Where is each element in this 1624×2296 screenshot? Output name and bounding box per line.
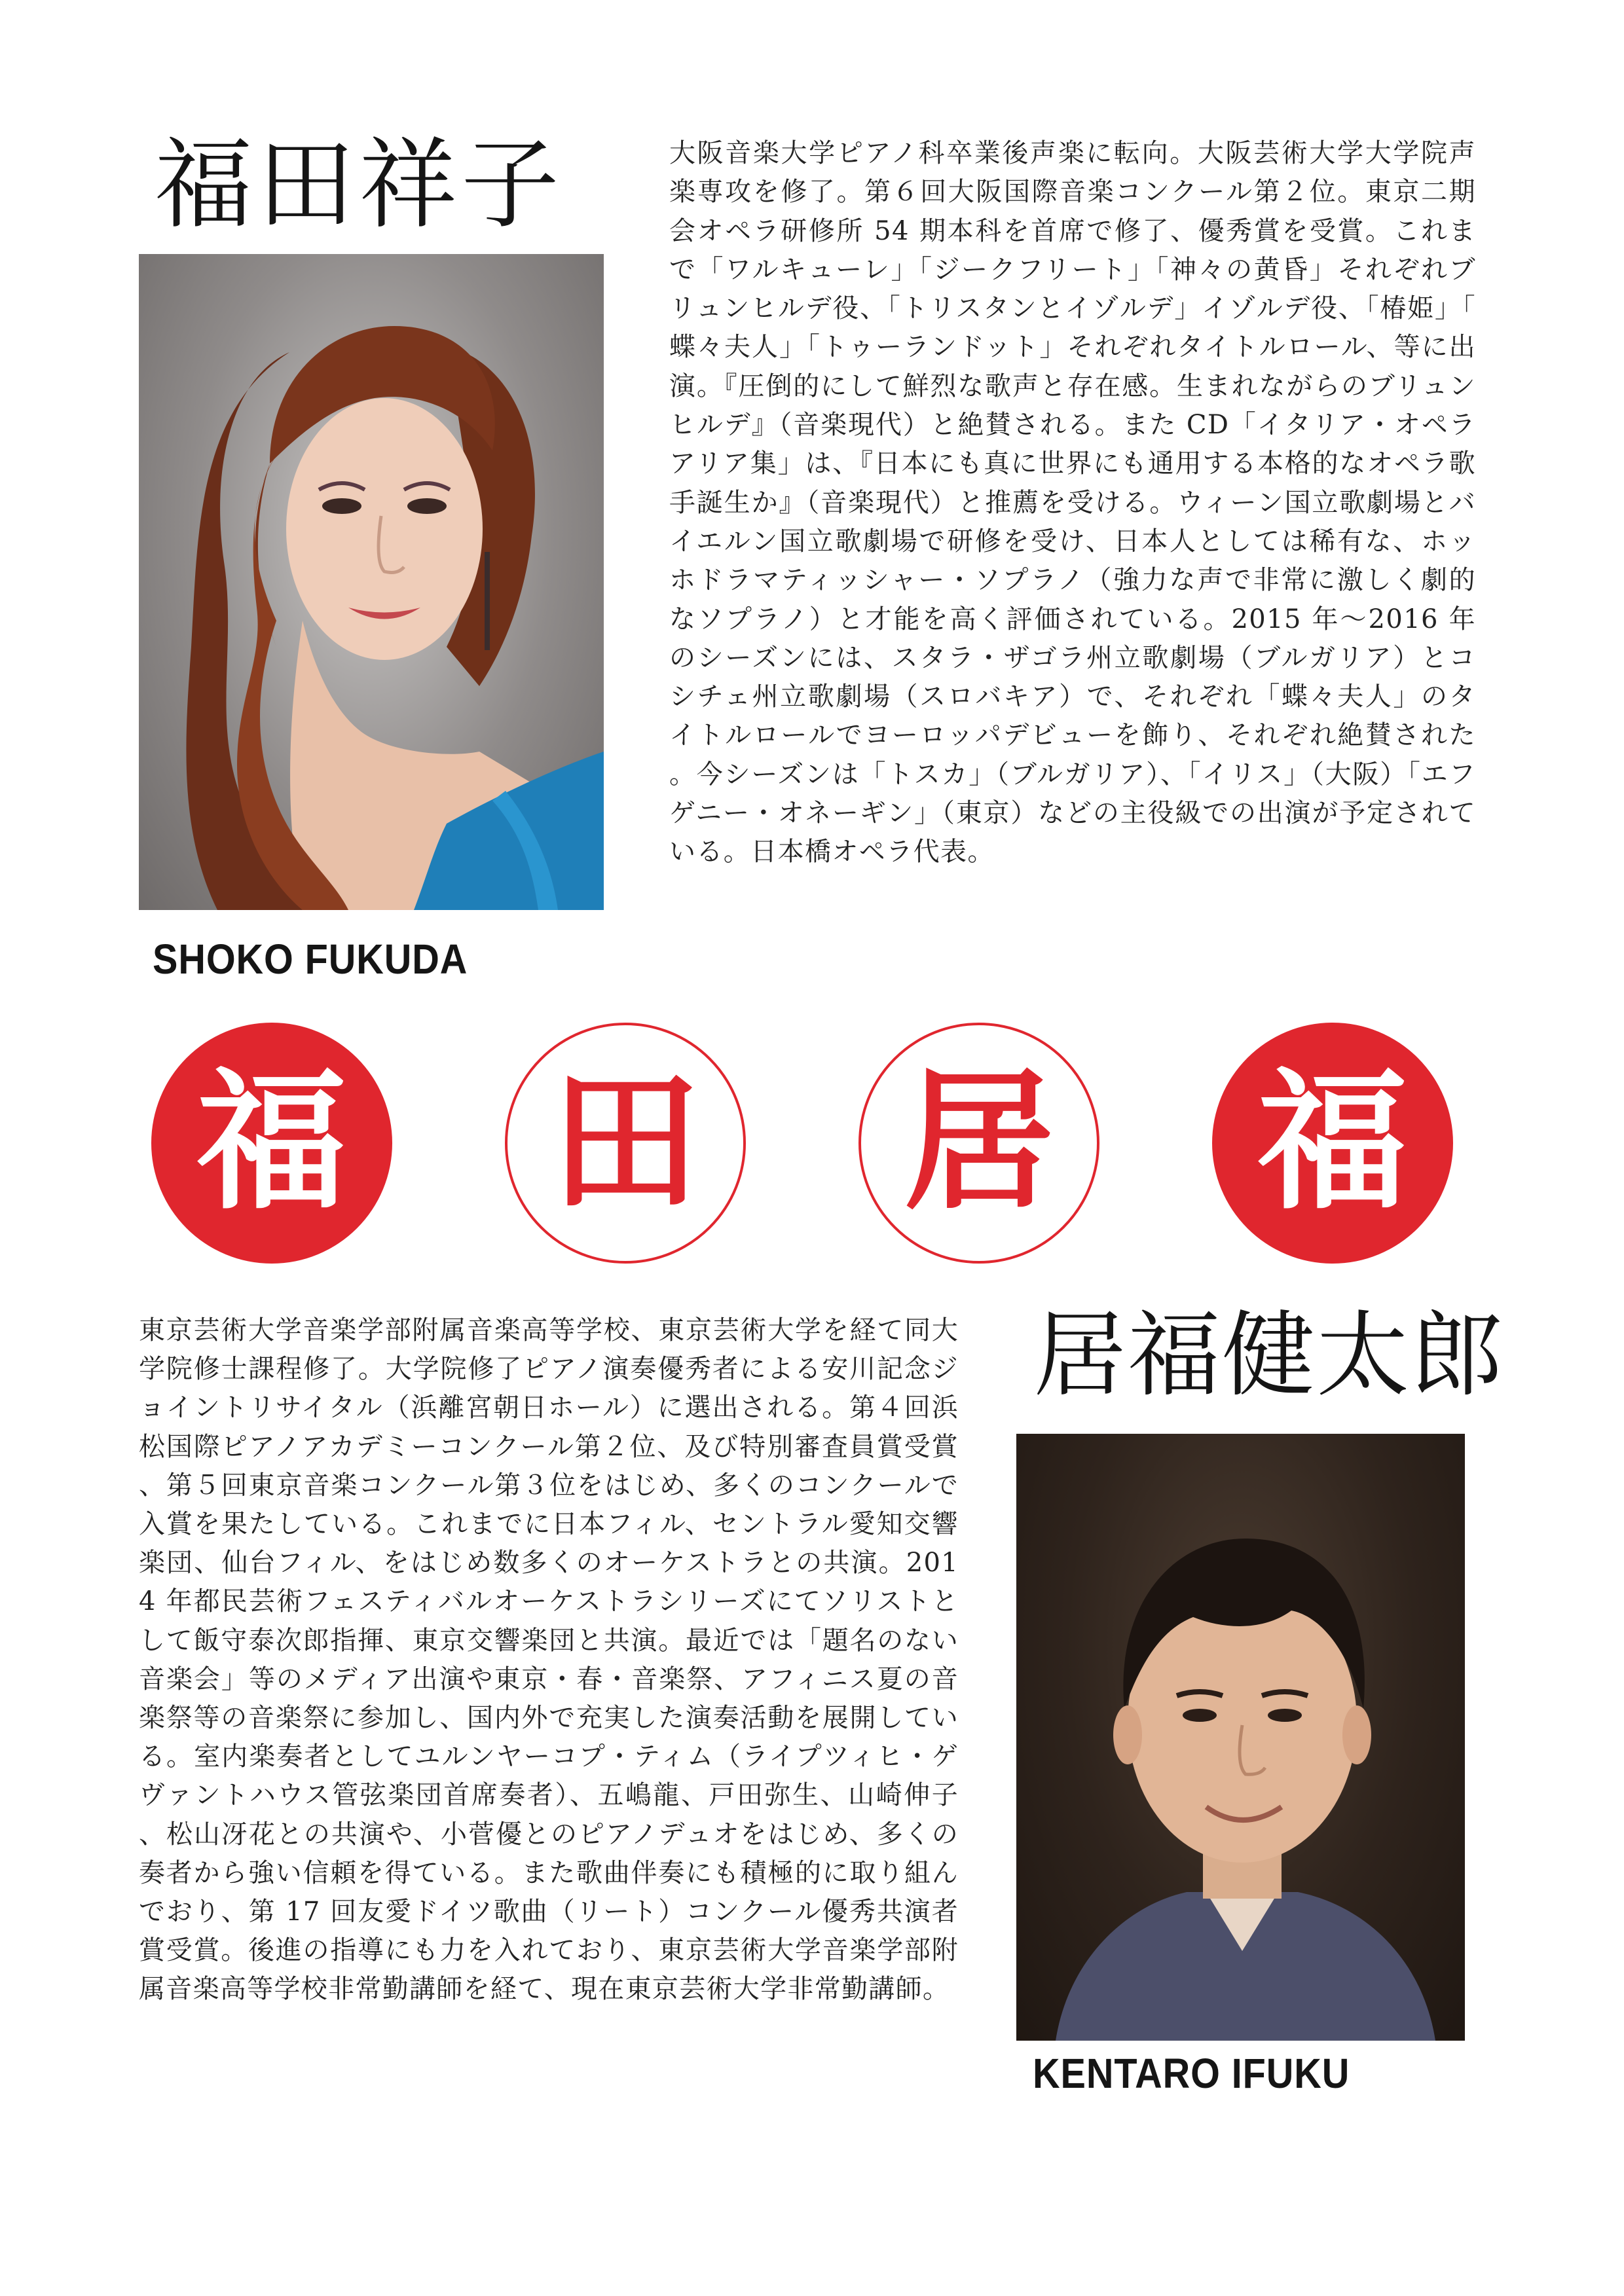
performer-2-name-jp: 居福健太郎: [1033, 1302, 1505, 1410]
name-circle-3: 居: [858, 1023, 1099, 1264]
performer-2-name-en: KENTARO IFUKU: [1033, 2050, 1350, 2097]
name-circle-2: 田: [505, 1023, 746, 1264]
performer-1-photo: [139, 254, 604, 910]
performer-1-name-en: SHOKO FUKUDA: [153, 936, 468, 983]
name-circle-1: 福: [151, 1023, 392, 1264]
performer-1-name-jp: 福田祥子: [155, 128, 564, 242]
performer-2-photo: [1016, 1434, 1465, 2041]
name-circle-4: 福: [1212, 1023, 1453, 1264]
performer-2-bio: 東京芸術大学音楽学部附属音楽高等学校、東京芸術大学を経て同大学院修士課程修了。大学院修了ピアノ演奏優秀者による安川記念ジョイントリサイタル（浜離宮朝日ホール）に選出される。第４回浜松国際ピアノアカデミーコンクール第２位、及び特別審査員賞受賞、第５回東京音楽コンクール第３位をはじめ、多くのコンクールで入賞を果たしている。これまでに日本フィル、セントラル愛知交響楽団、仙台フィル、をはじめ数多くのオーケストラとの共演。2014 年都民芸術フェスティバルオーケストラシリーズにてソリストとして飯守泰次郎指揮、東京交響楽団と共演。最近では「題名のない音楽会」等のメディア出演や東京・春・音楽祭、アフィニス夏の音楽祭等の音楽祭に参加し、国内外で充実した演奏活動を展開している。室内楽奏者としてユルンヤーコプ・ティム（ライプツィヒ・ゲヴァントハウス管弦楽団首席奏者）、五嶋龍、戸田弥生、山崎伸子、松山冴花との共演や、小菅優とのピアノデュオをはじめ、多くの奏者から強い信頼を得ている。また歌曲伴奏にも積極的に取り組んでおり、第 17 回友愛ドイツ歌曲（リート）コンクール優秀共演者賞受賞。後進の指導にも力を入れており、東京芸術大学音楽学部附属音楽高等学校非常勤講師を経て、現在東京芸術大学非常勤講師。: [139, 1315, 959, 2005]
performer-1-bio: 大阪音楽大学ピアノ科卒業後声楽に転向。大阪芸術大学大学院声楽専攻を修了。第６回大阪国際音楽コンクール第２位。東京二期会オペラ研修所 54 期本科を首席で修了、優秀賞を受賞。これまで「ワルキューレ」「ジークフリート」「神々の黄昏」それぞれブリュンヒルデ役、「トリスタンとイゾルデ」イゾルデ役、「椿姫」「蝶々夫人」「トゥーランドット」それぞれタイトルロール、等に出演。『圧倒的にして鮮烈な歌声と存在感。生まれながらのブリュンヒルデ』（音楽現代）と絶賛される。また CD「イタリア・オペラアリア集」は、『日本にも真に世界にも通用する本格的なオペラ歌手誕生か』（音楽現代）と推薦を受ける。ウィーン国立歌劇場とバイエルン国立歌劇場で研修を受け、日本人としては稀有な、ホッホドラマティッシャー・ソプラノ（強力な声で非常に激しく劇的なソプラノ）と才能を高く評価されている。2015 年～2016 年のシーズンには、スタラ・ザゴラ州立歌劇場（ブルガリア）とコシチェ州立歌劇場（スロバキア）で、それぞれ「蝶々夫人」のタイトルロールでヨーロッパデビューを飾り、それぞれ絶賛された。今シーズンは「トスカ」（ブルガリア）、「イリス」（大阪）「エフゲニー・オネーギン」（東京）などの主役級での出演が予定されている。日本橋オペラ代表。: [669, 138, 1476, 867]
